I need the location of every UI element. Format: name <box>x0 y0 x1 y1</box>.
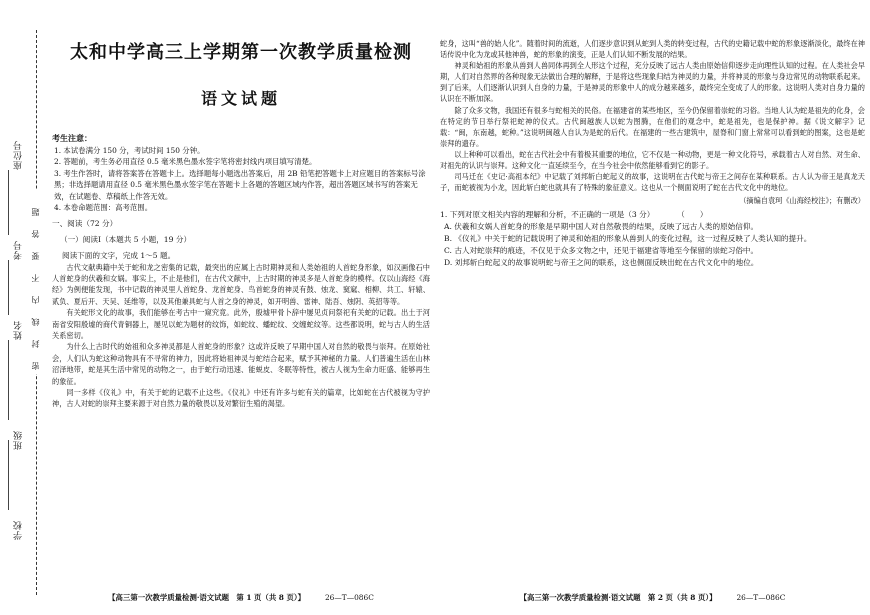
class-label: 班级 <box>14 430 24 450</box>
class-blank[interactable] <box>8 340 9 420</box>
footer-text: 【高三第一次教学质量检测·语文试题 第 2 页（共 8 页）】 <box>519 593 717 602</box>
footer-text: 【高三第一次教学质量检测·语文试题 第 1 页（共 8 页）】 <box>108 593 305 602</box>
binding-margin <box>0 0 48 615</box>
seat-no-label: 座位号 <box>14 140 24 170</box>
passage-paragraph: 神灵和始祖的形象从兽到人兽同体再到全人形这个过程，充分反映了远古人类由原始信仰逐步走向理性认知的过程。在人类社会早期，人们对自然界的各种现象无法做出合理的解释，于是将这些现象归结为神灵的力量，并将神灵的形象与身边常见的动物联系起来。到了后来，人们逐渐认识到人自身的力量，于是神灵的形象中人的成分越来越多，最终完全变成了人的形象。这说明人类对自身力量的认识在不断加深。 <box>440 61 865 104</box>
option-b[interactable]: B. 《仪礼》中关于蛇的记载说明了神灵和始祖的形象从兽到人的变化过程，这一过程反映了人类认知的提升。 <box>444 234 812 244</box>
section-heading: 一、阅读（72 分） <box>52 218 118 228</box>
option-c[interactable]: C. 古人对蛇崇拜的痕迹，不仅见于众多文物之中，还见于福建省等地至今保留的崇蛇习俗中。 <box>444 246 759 256</box>
passage-paragraph: 同一多样《仪礼》中，有关于蛇的记载不止这些。《仪礼》中还有许多与蛇有关的篇章，比如蛇在古代被视为守护神，古人对蛇的崇拜主要来源于对自然力量的敬畏以及对繁衍生殖的渴望。 <box>52 387 430 409</box>
page-1 <box>52 0 430 615</box>
exam-no-blank[interactable] <box>8 170 9 235</box>
notice-item: 2. 答题前，考生务必用直径 0.5 毫米黑色墨水签字笔将密封线内项目填写清楚。 <box>54 157 317 166</box>
passage-paragraph: 古代文献典籍中关于蛇和龙之密集的记载，最突出的应属上古时期神灵和人类始祖的人首蛇身形象，如汉画像石中人首蛇身的伏羲和女娲。事实上，不止是他们，在古代文献中，上古时期的神灵多是人首蛇身的模样。仅以山海经《海经》为例便能发现，书中记载的神灵里人首蛇身、龙首蛇身、鸟首蛇身的神灵有鼓、烛龙、窫窳、相柳、共工、轩辕、贰负、夏后开、天吴、延维等，以及其他兼具蛇与人首之身的神灵，如开明兽、雷神、陆吾、烛阴、英招等等。 <box>52 262 430 306</box>
passage-paragraph: 有关蛇形文化的故事，我们能够在考古中一窥究竟。此外，殷墟甲骨卜辞中屡见贞问祭祀有关蛇的记载。出土于河南省安阳殷墟的商代青铜器上，屡见以蛇为题材的纹饰，如蛇纹、蟠蛇纹、交缠蛇纹等。这些都说明，蛇与古人的生活关系密切。 <box>52 308 430 340</box>
seal-line-text: 密封线内不要答题 <box>30 190 41 374</box>
subsection-heading: （一）阅读Ⅰ（本题共 5 小题，19 分） <box>60 234 192 244</box>
name-label: 姓名 <box>14 320 24 340</box>
exam-title: 太和中学高三上学期第一次教学质量检测 <box>70 42 412 63</box>
footer-code: 26—T—086C <box>324 593 374 602</box>
exam-no-label: 考号 <box>14 240 24 260</box>
notice-title: 考生注意： <box>52 133 92 143</box>
school-blank[interactable] <box>8 440 9 510</box>
reading-instruction: 阅读下面的文字，完成 1～5 题。 <box>62 250 176 260</box>
exam-subtitle: 语文试题 <box>200 89 281 108</box>
passage-paragraph: 为什么上古时代的始祖和众多神灵都是人首蛇身的形象？这或许反映了早期中国人对自然的敬畏与崇拜。在原始社会，人们认为蛇这种动物具有不寻常的神力，因此将始祖神灵与蛇结合起来，赋予其神秘的力量。人们普遍生活在山林沼泽地带，蛇是其生活中常见的动物之一，由于蛇行动迅速、能蜕皮、冬眠等特性，被古人视为生命力旺盛、能够再生的象征。 <box>52 342 430 386</box>
page-2 <box>440 0 865 615</box>
notice-block <box>52 133 430 214</box>
option-a[interactable]: A. 伏羲和女娲人首蛇身的形象是早期中国人对自然敬畏的结果，反映了远古人类的原始信仰。 <box>444 222 759 232</box>
school-label: 学校 <box>14 520 24 540</box>
passage-paragraph: 以上种种可以看出，蛇在古代社会中有着极其重要的地位，它不仅是一种动物，更是一种文化符号，承载着古人对自然、对生命、对祖先的认识与崇拜。这种文化一直延续至今，在当今社会中依然能够看到它的影子。 <box>440 149 865 171</box>
question-1: 1. 下列对原文相关内容的理解和分析，不正确的一项是（3 分） （ ） <box>440 210 708 220</box>
page-footer <box>52 592 430 603</box>
option-d[interactable]: D. 刘邦斩白蛇起义的故事说明蛇与帝王之间的联系，这也侧面反映出蛇在古代文化中的地位。 <box>444 258 759 268</box>
passage-paragraph: 除了众多文物，我国还有很多与蛇相关的民俗。在福建省的某些地区，至今仍保留着崇蛇的习俗。当地人认为蛇是祖先的化身，会在特定的节日举行祭祀蛇神的仪式。古代闽越族人以蛇为图腾，在他们的观念中，蛇是祖先，也是保护神。据《说文解字》记载：“闽，东南越，蛇种。”这说明闽越人自认为是蛇的后代。在福建的一些古建筑中，屋脊和门窗上常常可以看到蛇的图案，这也是蛇崇拜的遗存。 <box>440 105 865 148</box>
passage-paragraph: 蛇身，这叫“兽的始人化”。随着时间的流逝，人们逐步意识到从蛇到人类的转变过程，古代的史籍记载中蛇的形象逐渐淡化，最终在神话传说中化为龙或其他神兽，蛇的形象的演变，正是人们认知不断发展的结果。 <box>440 39 865 60</box>
passage-paragraph: 司马迁在《史记·高祖本纪》中记载了刘邦斩白蛇起义的故事，这说明在古代蛇与帝王之间存在某种联系。古人认为帝王是真龙天子，而蛇被视为小龙，因此斩白蛇也就具有了特殊的象征意义。这也从一个侧面说明了蛇在古代文化中的地位。 <box>440 172 865 193</box>
footer-code: 26—T—086C <box>736 593 786 602</box>
notice-item: 1. 本试卷满分 150 分，考试时间 150 分钟。 <box>54 145 205 155</box>
notice-item: 4. 本卷命题范围：高考范围。 <box>54 203 153 212</box>
page-footer <box>440 592 865 603</box>
passage-source: （摘编自袁珂《山海经校注》；有删改） <box>739 196 865 206</box>
notice-item: 3. 考生作答时，请将答案答在答题卡上。选择题每小题选出答案后，用 2B 铅笔把答题卡上对应题目的答案标号涂黑；非选择题请用直径 0.5 毫米黑色墨水签字笔在答题卡上各题的答题区域内作答，超出答题区域书写的答案无效，在试题卷、草稿纸上作答无效。 <box>54 168 426 201</box>
name-blank[interactable] <box>8 260 9 315</box>
